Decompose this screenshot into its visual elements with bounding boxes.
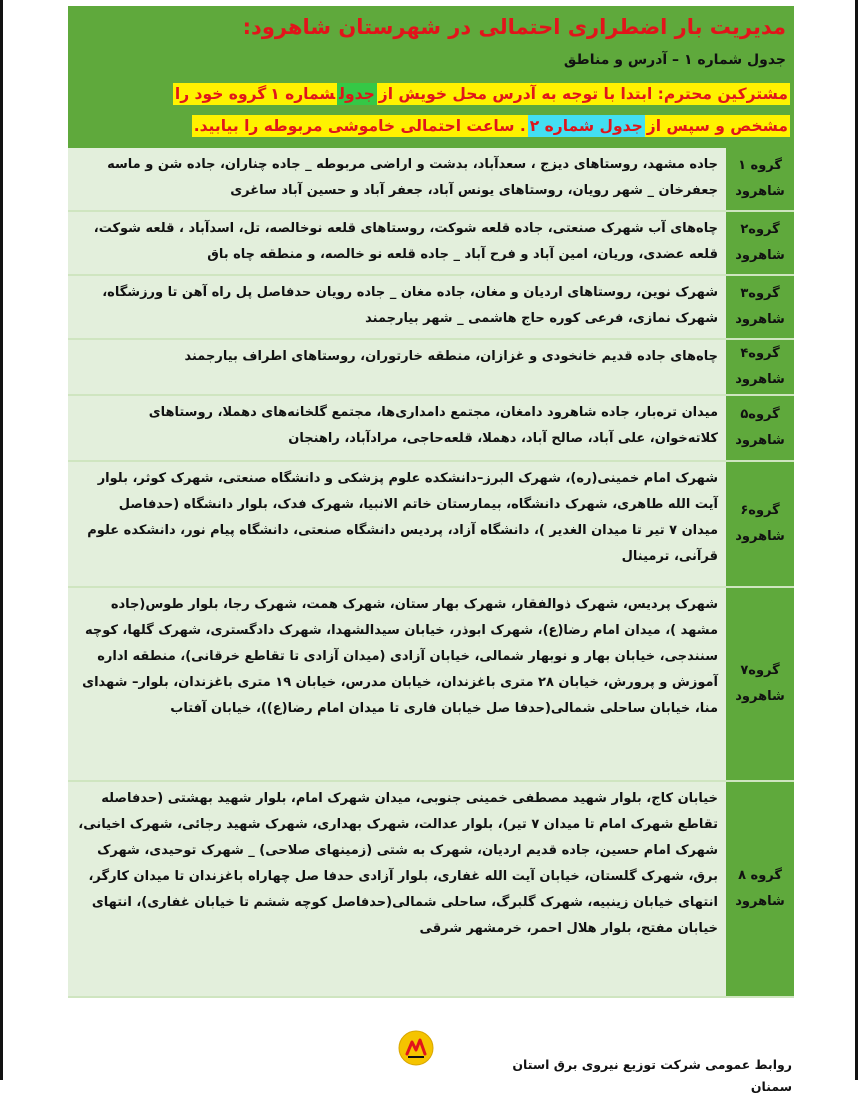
subscriber-notice	[76, 78, 790, 144]
area-description: شهرک نوین، روستاهای اردیان و مغان، جاده مغان _ جاده رویان حدفاصل پل راه آهن تا ورزشگاه، شهرک نمازی، فرعی کوره حاج هاشمی _ شهر بیارجمند	[68, 276, 726, 338]
notice-part-1: مشترکین محترم: ابتدا با توجه به آدرس محل خویش از	[378, 85, 788, 103]
announcement-page	[68, 6, 794, 996]
group-cell: گروه۴ شاهرود	[726, 340, 794, 394]
table-row	[68, 340, 794, 396]
table-row	[68, 588, 794, 782]
group-cell: گروه ۱ شاهرود	[726, 148, 794, 210]
group-cell: گروه۲ شاهرود	[726, 212, 794, 274]
groups-table	[68, 148, 794, 998]
area-description: چاه‌های آب شهرک صنعتی، جاده قلعه شوکت، روستاهای قلعه نوخالصه، تل، اسدآباد ، قلعه شوکت، قلعه عضدی، وریان، امین آباد و فرح آباد _ جاده قلعه نو خالصه، و منطقه چاه باق	[68, 212, 726, 274]
area-description: شهرک پردیس، شهرک ذوالفقار، شهرک بهار ستان، شهرک همت، شهرک رجا، بلوار طوس(جاده مشهد )، میدان امام رضا(ع)، شهرک ابوذر، خیابان سیدالشهدا، شهرک دادگستری، شهرک گلها، کوچه سنندجی، خیابان بهار و نوبهار شمالی، خیابان آزادی (میدان آزادی تا تقاطع خرقانی)، منطقه اداره آموزش و پرورش، خیابان ۲۸ متری باغزندان، خیابان مدرس، خیابان ۱۹ متری باغزندان، بلوار– شهدای منا، خیابان ساحلی شمالی(حدفا صل خیابان فاری تا میدان امام رضا(ع))، خیابان آفتاب	[68, 588, 726, 780]
group-cell: گروه۶ شاهرود	[726, 462, 794, 586]
table-row	[68, 782, 794, 998]
area-description: جاده مشهد، روستاهای دیزج ، سعدآباد، بدشت و اراضی مربوطه _ جاده چناران، جاده شن و ماسه جعفرخان _ شهر رویان، روستاهای یونس آباد، جعفر آباد و حسین آباد ساغری	[68, 148, 726, 210]
notice-part-3: شماره ۱	[270, 85, 336, 103]
group-cell: گروه۵ شاهرود	[726, 396, 794, 460]
table-row	[68, 212, 794, 276]
page-title: مدیریت بار اضطراری احتمالی در شهرستان شاهرود:	[242, 15, 786, 39]
table-subtitle: جدول شماره ۱ – آدرس و مناطق	[563, 52, 786, 68]
organization-credit: روابط عمومی شرکت توزیع نیروی برق استان سمنان	[512, 1057, 792, 1094]
area-description: شهرک امام خمینی(ره)، شهرک البرز–دانشکده علوم پزشکی و دانشگاه صنعتی، شهرک کوثر، بلوار آیت الله طاهری، شهرک دانشگاه، بیمارستان خاتم الانبیا، شهرک فدک، بلوار دانشگاه (حدفاصل میدان ۷ تیر تا میدان الغدیر )، دانشگاه آزاد، پردیس دانشگاه صنعتی، دانشگاه پیام نور، دانشکده علوم قرآنی، ترمینال	[68, 462, 726, 586]
notice-part-2: جدول	[339, 85, 375, 103]
area-description: چاه‌های جاده قدیم خانخودی و غزازان، منطقه خارتوران، روستاهای اطراف بیارجمند	[68, 340, 726, 394]
power-tower-logo-icon	[398, 1030, 434, 1066]
notice-part-6: جدول شماره ۲	[529, 117, 643, 135]
table-row	[68, 462, 794, 588]
notice-part-7: . ساعت احتمالی خاموشی مربوطه را بیابید.	[193, 117, 526, 135]
area-description: میدان تره‌بار، جاده شاهرود دامغان، مجتمع دامداری‌ها، مجتمع گلخانه‌های دهملا، روستاهای کلاته‌خوان، علی آباد، صالح آباد، دهملا، قلعه‌حاجی، مرادآباد، راهنجان	[68, 396, 726, 460]
table-row	[68, 276, 794, 340]
area-description: خیابان کاج، بلوار شهید مصطفی خمینی جنوبی، میدان شهرک امام، بلوار شهید بهشتی (حدفاصله تقاطع شهرک امام تا میدان ۷ تیر)، بلوار عدالت، شهرک بهداری، شهرک شهید رجائی، شهرک اخیانی، شهرک امام حسین، جاده قدیم اردیان، شهرک به شتی (زمینهای صلاحی) _ شهرک توحیدی، شهرک برق، شهرک گلستان، خیابان آیت الله غفاری، بلوار آزادی حدفا صل چهاراه باغزندان تا میدان کارگر، انتهای خیابان زینبیه، شهرک گلبرگ، ساحلی شمالی(حدفاصل کوچه ششم تا خیابان غفاری)، انتهای خیابان مفتح، بلوار هلال احمر، خرمشهر شرقی	[68, 782, 726, 996]
table-row	[68, 148, 794, 212]
power-tower-logo-svg	[398, 1030, 434, 1066]
group-cell: گروه۷ شاهرود	[726, 588, 794, 780]
notice-part-4: گروه خود را	[174, 85, 267, 103]
announcement-header	[68, 6, 794, 148]
group-cell: گروه۳ شاهرود	[726, 276, 794, 338]
table-row	[68, 396, 794, 462]
group-cell: گروه ۸ شاهرود	[726, 782, 794, 996]
notice-part-5: مشخص و سپس از	[646, 117, 788, 135]
